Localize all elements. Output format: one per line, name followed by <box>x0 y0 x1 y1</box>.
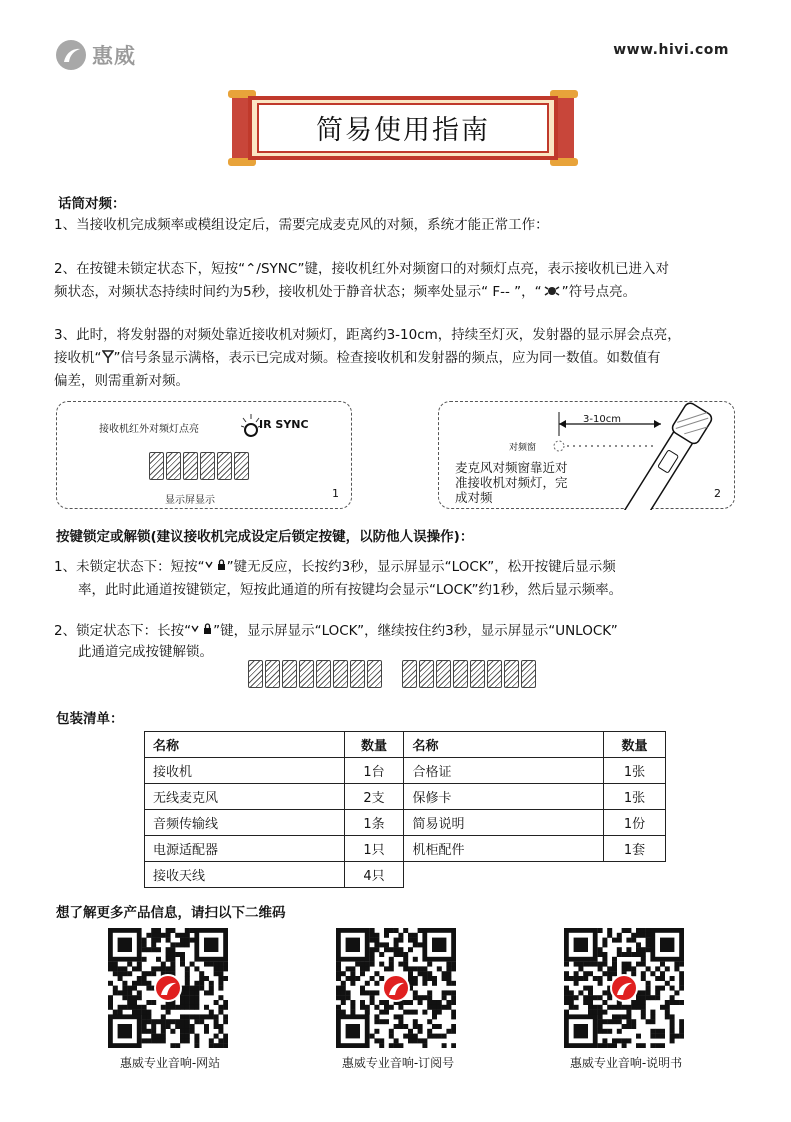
figure-receiver <box>56 401 352 509</box>
logo-icon <box>56 40 86 70</box>
mic-desc-line1: 麦克风对频窗靠近对 <box>455 460 568 475</box>
col-name: 名称 <box>145 732 345 758</box>
item-name: 简易说明 <box>404 810 604 836</box>
item-name: 保修卡 <box>404 784 604 810</box>
item-name: 无线麦克风 <box>145 784 345 810</box>
item-name: 接收机 <box>145 758 345 784</box>
item-qty: 1只 <box>344 836 404 862</box>
pairing-step2-line1: 2、在按键未锁定状态下，短按“⌃/SYNC”键，接收机红外对频窗口的对频灯点亮，表示接收机已进入对 <box>54 261 670 277</box>
qr-heading: 想了解更多产品信息，请扫以下二维码 <box>56 905 286 921</box>
pairing-step3-text-a: 接收机“ <box>54 350 102 366</box>
table-row <box>145 784 666 810</box>
packing-heading: 包装清单： <box>56 711 124 727</box>
pairing-step3-line3: 偏差，则需重新对频。 <box>54 373 189 389</box>
item-qty: 1张 <box>604 784 666 810</box>
pairing-step3-text-b: ”信号条显示满格，表示已完成对频。检查接收机和发射器的频点，应为同一数值。如数值有 <box>113 350 661 366</box>
lock-lcd-left <box>248 660 382 688</box>
mic-description <box>455 460 568 505</box>
pairing-heading: 话筒对频： <box>58 196 126 212</box>
lock-step2-line1 <box>54 620 618 643</box>
packing-table <box>144 731 666 888</box>
table-row <box>145 758 666 784</box>
col-name: 名称 <box>404 732 604 758</box>
ir-sync-label: IR SYNC <box>259 418 309 431</box>
col-qty: 数量 <box>344 732 404 758</box>
page-title: 简易使用指南 <box>316 114 490 146</box>
lock-step1-text-a: 1、未锁定状态下：短按“ <box>54 559 205 575</box>
pairing-step1: 1、当接收机完成频率或模组设定后，需要完成麦克风的对频，系统才能正常工作： <box>54 217 549 233</box>
table-row <box>145 810 666 836</box>
lock-step2-text-a: 2、锁定状态下：长按“ <box>54 623 192 639</box>
lock-step1-line2: 率，此时此通道按键锁定，短按此通道的所有按键均会显示“LOCK”约1秒，然后显示频率。 <box>78 582 623 598</box>
lock-step1-line1 <box>54 556 616 579</box>
table-header-row <box>145 732 666 758</box>
display-caption: 显示屏显示 <box>165 495 215 506</box>
qr-website[interactable] <box>108 928 232 1071</box>
qr-subscription[interactable] <box>336 928 460 1071</box>
figure-microphone <box>438 401 735 509</box>
item-qty: 1套 <box>604 836 666 862</box>
lock-key-icon <box>191 620 213 632</box>
title-banner <box>222 86 584 170</box>
window-label: 对频窗 <box>509 443 537 453</box>
item-name: 电源适配器 <box>145 836 345 862</box>
qr-caption: 惠威专业音响-订阅号 <box>341 1056 455 1070</box>
item-qty: 1份 <box>604 810 666 836</box>
item-qty: 1张 <box>604 758 666 784</box>
item-qty: 1条 <box>344 810 404 836</box>
mic-desc-line3: 成对频 <box>455 490 493 505</box>
item-qty: 2支 <box>344 784 404 810</box>
item-name: 接收天线 <box>145 862 345 888</box>
lock-step2-line2: 此通道完成按键解锁。 <box>78 644 213 660</box>
lock-key-icon <box>205 556 227 568</box>
qr-caption: 惠威专业音响-网站 <box>119 1056 221 1070</box>
lock-heading: 按键锁定或解锁(建议接收机完成设定后锁定按键，以防他人误操作)： <box>56 529 474 545</box>
brand-name: 惠威 <box>92 44 136 68</box>
signal-icon <box>102 348 114 361</box>
lock-step2-text-b: ”键，显示屏显示“LOCK”，继续按住约3秒，显示屏显示“UNLOCK” <box>213 623 618 639</box>
figure-number: 1 <box>332 487 339 500</box>
item-name: 机柜配件 <box>404 836 604 862</box>
pairing-step3-line1: 3、此时，将发射器的对频处靠近接收机对频灯，距离约3-10cm，持续至灯灭，发射器的显示屏会点亮， <box>54 327 681 343</box>
distance-label: 3-10cm <box>583 414 621 425</box>
item-qty: 1台 <box>344 758 404 784</box>
col-qty: 数量 <box>604 732 666 758</box>
lock-lcd-right <box>402 660 536 688</box>
lock-step1-text-b: ”键无反应，长按约3秒，显示屏显示“LOCK”，松开按键后显示频 <box>226 559 616 575</box>
mic-desc-line2: 准接收机对频灯，完 <box>455 475 568 490</box>
qr-code-icon[interactable] <box>564 928 684 1048</box>
qr-code-icon[interactable] <box>108 928 228 1048</box>
table-row <box>145 862 666 888</box>
qr-caption: 惠威专业音响-说明书 <box>569 1056 683 1070</box>
brand-logo <box>56 38 156 72</box>
sync-symbol-icon <box>543 283 561 297</box>
qr-code-icon[interactable] <box>336 928 456 1048</box>
pairing-step2-text-a: 频状态，对频状态持续时间约为5秒，接收机处于静音状态；频率处显示“ F-- ”，“ <box>54 284 542 300</box>
qr-manual[interactable] <box>564 928 688 1071</box>
item-qty: 4只 <box>344 862 404 888</box>
figure-number: 2 <box>714 487 721 500</box>
pairing-step2-text-b: ”符号点亮。 <box>561 284 637 300</box>
pairing-step2-line2 <box>54 281 636 304</box>
receiver-lcd <box>149 452 249 480</box>
pairing-step3-line2 <box>54 347 661 370</box>
website-url[interactable]: www.hivi.com <box>613 42 729 58</box>
item-name: 音频传输线 <box>145 810 345 836</box>
ir-light-icon <box>241 408 261 442</box>
receiver-label: 接收机红外对频灯点亮 <box>99 424 199 435</box>
item-name: 合格证 <box>404 758 604 784</box>
table-row <box>145 836 666 862</box>
